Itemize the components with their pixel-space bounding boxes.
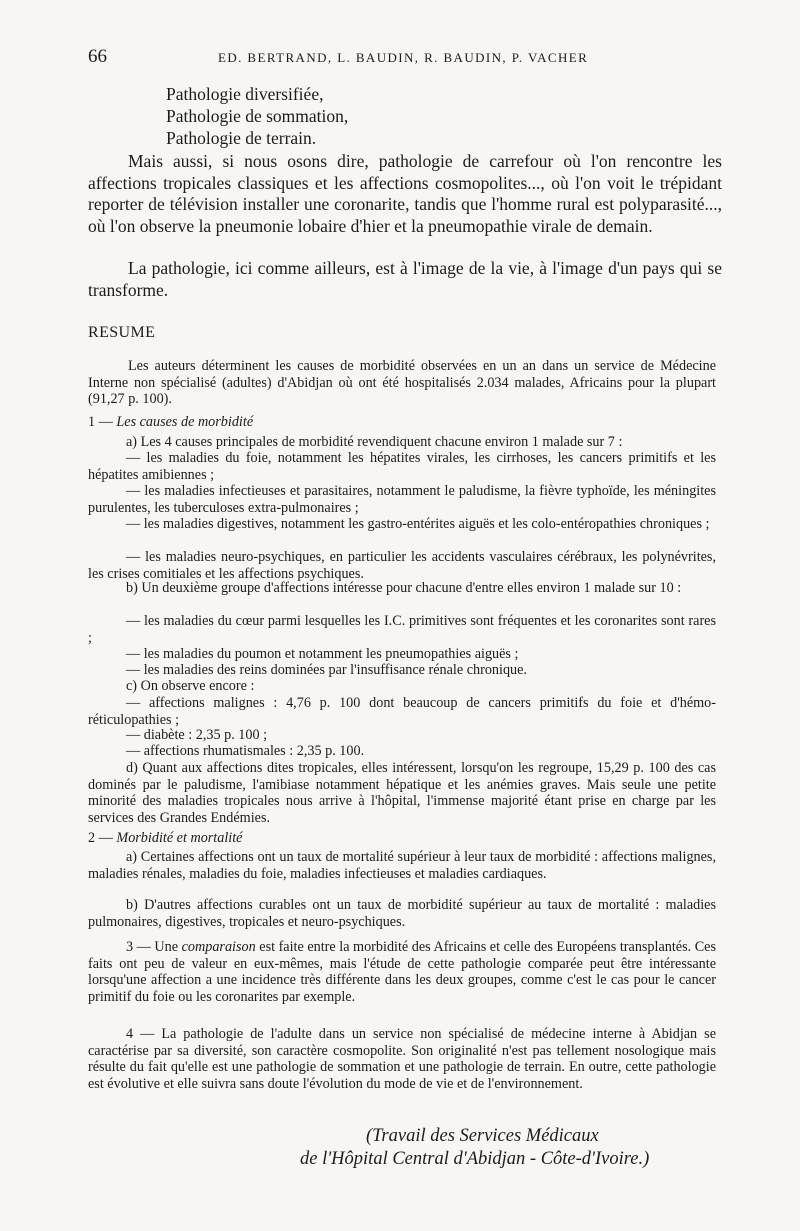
resume-intro: Les auteurs déterminent les causes de morbidité observées en un an dans un service de Médecine Interne non spécialisé (adultes) d'Abidjan où ont été hospitalisés 2.034 malades, Africains pour la plupart (91,27 p. 100).: [88, 358, 716, 408]
item-1b: b) Un deuxième groupe d'affections intéresse pour chacune d'entre elles environ 1 malade sur 10 :: [126, 580, 682, 596]
item-1a-2: — les maladies infectieuses et parasitaires, notamment le paludisme, la fièvre typhoïde, les méningites purulentes, les tuberculoses extra-pulmonaires ;: [88, 483, 716, 516]
item-1b-3: — les maladies des reins dominées par l'insuffisance rénale chronique.: [126, 662, 527, 678]
page-number: 66: [88, 46, 107, 67]
item-1a-1: — les maladies du foie, notamment les hépatites virales, les cirrhoses, les cancers primitifs et les hépatites amibiennes ;: [88, 450, 716, 483]
intro-paragraph-1: Mais aussi, si nous osons dire, pathologie de carrefour où l'on rencontre les affections tropicales classiques et les affections cosmopolites..., où l'on voit le trépidant reporter de télévision installer une coronarite, tandis que l'homme rural est polyparasité..., où l'on observe la pneumonie lobaire d'hier et la pneumopathie virale de demain.: [88, 151, 722, 236]
intro-line-1: Pathologie diversifiée,: [166, 84, 324, 104]
intro-line-3: Pathologie de terrain.: [166, 128, 317, 148]
item-1c-3: — affections rhumatismales : 2,35 p. 100.: [126, 743, 365, 759]
item-2a: a) Certaines affections ont un taux de mortalité supérieur à leur taux de morbidité : affections malignes, maladies rénales, maladies du foie, maladies infectieuses et maladies cardiaques.: [88, 849, 716, 882]
item-1a-4: — les maladies neuro-psychiques, en particulier les accidents vasculaires cérébraux, les polynévrites, les crises comitiales et les affections psychiques.: [88, 549, 716, 582]
section-1-title: Les causes de morbidité: [116, 414, 254, 430]
item-1c-2: — diabète : 2,35 p. 100 ;: [126, 727, 268, 743]
section-1-heading: [88, 414, 253, 431]
item-1c-1: — affections malignes : 4,76 p. 100 dont beaucoup de cancers primitifs du foie et d'hémo-réticulopathies ;: [88, 695, 716, 728]
item-1a-3: — les maladies digestives, notamment les gastro-entérites aiguës et les colo-entéropathies chroniques ;: [126, 516, 710, 532]
item-1d: d) Quant aux affections dites tropicales, elles intéressent, lorsqu'on les regroupe, 15,29 p. 100 des cas dominés par le paludisme, l'amibiase notamment hépatique et les anémies graves. Mais seule une petite minorité des maladies tropicales nous arrive à l'hôpital, l'immense majorité étant prise en charge par les services des Grandes Endémies.: [88, 760, 716, 826]
signature-line-2: de l'Hôpital Central d'Abidjan - Côte-d'Ivoire.): [300, 1149, 650, 1169]
section-3-keyword: comparaison: [181, 939, 256, 955]
item-1c: c) On observe encore :: [126, 678, 255, 694]
section-2-title: Morbidité et mortalité: [116, 830, 243, 846]
item-2b: b) D'autres affections curables ont un taux de morbidité supérieur au taux de mortalité : maladies pulmonaires, digestives, tropicales et neuro-psychiques.: [88, 897, 716, 930]
item-1b-1: — les maladies du cœur parmi lesquelles les I.C. primitives sont fréquentes et les coronarites sont rares ;: [88, 613, 716, 646]
running-head: ED. BERTRAND, L. BAUDIN, R. BAUDIN, P. VACHER: [218, 50, 589, 65]
section-2-heading: [88, 830, 242, 847]
section-2-number: 2 —: [88, 830, 113, 846]
section-3-number: 3 — Une: [126, 939, 179, 955]
intro-paragraph-2: La pathologie, ici comme ailleurs, est à l'image de la vie, à l'image d'un pays qui se transforme.: [88, 258, 722, 300]
section-3-paragraph: [88, 939, 716, 1005]
section-4-paragraph: 4 — La pathologie de l'adulte dans un service non spécialisé de médecine interne à Abidjan se caractérise par sa diversité, son caractère cosmopolite. Son originalité n'est pas tellement nosologique mais résulte du fait qu'elle est une pathologie de sommation et une pathologie de terrain. En outre, cette pathologie est évolutive et elle suivra sans doute l'évolution du mode de vie et de l'environnement.: [88, 1026, 716, 1092]
resume-heading: RESUME: [88, 324, 156, 341]
section-1-number: 1 —: [88, 414, 113, 430]
item-1a: a) Les 4 causes principales de morbidité revendiquent chacune environ 1 malade sur 7 :: [126, 434, 623, 450]
intro-line-2: Pathologie de sommation,: [166, 106, 349, 126]
signature-line-1: (Travail des Services Médicaux: [366, 1126, 599, 1146]
section-3-text: est faite entre la morbidité des Africains et celle des Européens transplantés. Ces faits ont peu de valeur en eux-mêmes, mais l'étude de cette pathologie comparée peut être intéressante lorsqu'une affection a une incidence très différente dans les deux groupes, comme c'est le cas pour le cancer primitif du foie ou les coronarites par exemple.: [88, 939, 717, 1005]
item-1b-2: — les maladies du poumon et notamment les pneumopathies aiguës ;: [126, 646, 519, 662]
